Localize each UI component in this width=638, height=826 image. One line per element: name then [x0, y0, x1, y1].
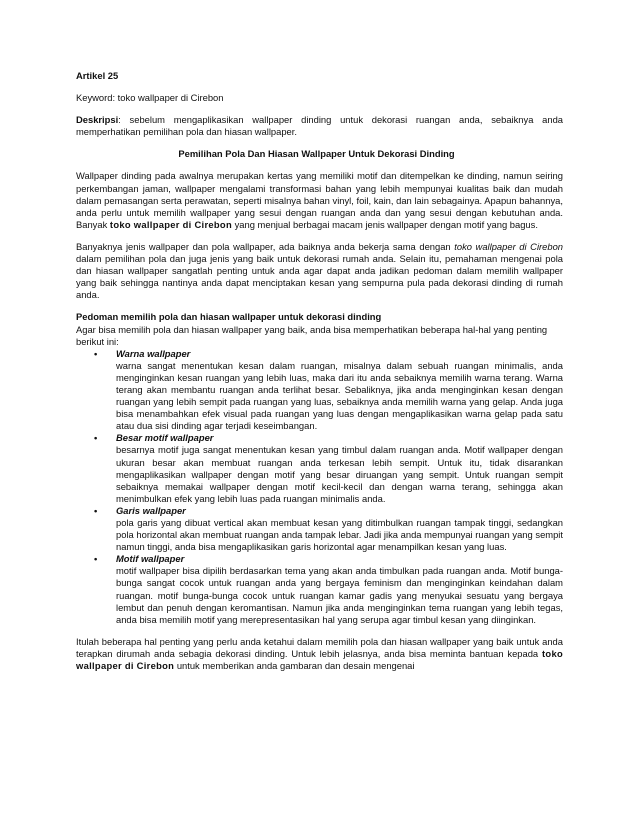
keyword-link-3: toko wallpaper di Cirebon [76, 647, 563, 672]
description-paragraph [76, 114, 563, 138]
list-item-text: pola garis yang dibuat vertical akan membuat kesan yang ditimbulkan ruangan tampak tinggi, sedangkan pola horizontal akan membuat ruangan anda tampak lebar. Jadi jika anda mempunyai ruangan yang sempit namun tinggi, anda bisa mengaplikasikan garis horizontal agar menampilkan kesan yang luas. [116, 517, 563, 553]
article-label: Artikel 25 [76, 70, 119, 81]
section-heading: Pedoman memilih pola dan hiasan wallpaper untuk dekorasi dinding [76, 311, 382, 323]
list-item-text: warna sangat menentukan kesan dalam ruangan, misalnya dalam sebuah ruangan minimalis, anda menginginkan kesan ruangan yang lebih luas, maka dari itu anda sebaiknya memilih warna terang. Warna terang akan membantu ruangan anda terlihat besar. Sebaliknya, jika anda menginginkan kesan dengan ruangan yang lebih sempit pada ruangan yang luas, sebaiknya anda memilih warna yang gelap. Anda juga bisa menambahkan efek visual pada ruangan yang luas dengan mengaplikasikan warna gelap pada satu atau dua sisi dinding agar terjadi keseimbangan. [116, 359, 563, 432]
description-label: Deskripsi [76, 114, 119, 126]
list-item-text: besarnya motif juga sangat menentukan kesan yang timbul dalam ruangan anda. Motif wallpaper dengan ukuran besar akan membuat ruangan anda terkesan lebih sempit. Untuk itu, tidak disarankan mengaplikasikan wallpaper dengan motif yang besar diruangan yang sempit. Untuk ruangan sempit sebaiknya memakai wallpaper dengan motif kecil-kecil dan dengan warna terang, sehingga akan menimbulkan efek yang lebih luas pada ruangan minimalis anda. [116, 444, 563, 504]
paragraph-2: Banyaknya jenis wallpaper dan pola wallpaper, ada baiknya anda bekerja sama dengan toko wallpaper di Cirebon dalam pemilihan pola dan juga jenis yang baik untuk dekorasi rumah anda. Selain itu, pemahaman mengenai pola dan hiasan wallpaper sangatlah penting untuk anda agar dapat anda jadikan pedoman dalam memilih wallpaper yang baik sehingga nantinya anda dapat menciptakan kesan yang sempurna pula pada dekorasi dinding di rumah anda. [76, 240, 563, 301]
list-item-title: Motif wallpaper [116, 553, 185, 565]
section-intro: Agar bisa memilih pola dan hiasan wallpaper yang baik, anda bisa memperhatikan beberapa hal-hal yang penting berikut ini: [76, 323, 548, 347]
bullet-icon: • [94, 432, 98, 444]
article-title: Pemilihan Pola Dan Hiasan Wallpaper Untuk Dekorasi Dinding [178, 148, 455, 160]
keyword-italic-2: toko wallpaper di Cirebon [454, 240, 563, 252]
list-item [76, 348, 563, 433]
list-item [76, 505, 563, 553]
keyword-link-1: toko wallpaper di Cirebon [109, 218, 232, 230]
bullet-icon: • [94, 504, 98, 516]
paragraph-1: Wallpaper dinding pada awalnya merupakan kertas yang memiliki motif dan ditempelkan ke dinding, namun seiring perkembangan jaman, wallpaper mengalami transformasi bahan yang lebih mempunyai kualitas baik dan mudah dalam pemasangan serta perawatan, seperti misalnya bahan vinyl, foil, kain, dan lain sebagainya. Apapun bahannya, anda perlu untuk memilih wallpaper yang sesui dengan ruangan anda dan yang sesui dengan kebutuhan anda. Banyak toko wallpaper di Cirebon yang menjual berbagai macam jenis wallpaper dengan motif yang bagus. [76, 170, 563, 230]
bullet-icon: • [94, 553, 98, 565]
paragraph-3: Itulah beberapa hal penting yang perlu anda ketahui dalam memilih pola dan hiasan wallpaper yang baik untuk anda terapkan dirumah anda sebagia dekorasi dinding. Untuk lebih jelasnya, anda bisa meminta bantuan kepada toko wallpaper di Cirebon untuk memberikan anda gambaran dan desain mengenai [76, 635, 563, 672]
list-item-text: motif wallpaper bisa dipilih berdasarkan tema yang akan anda timbulkan pada ruangan anda. Motif bunga-bunga sangat cocok untuk ruangan anda yang bergaya feminism dan menginginkan keindahan dalam ruangan. motif bunga-bunga cocok untuk ruangan kamar gadis yang menyukai sesuatu yang bergaya lembut dan penuh dengan keromantisan. Namun jika anda menginginkan tema ruangan yang lebih tegas, anda bisa memilih motif yang merepresentasikan hal yang serupa agar timbul kesan yang diinginkan. [116, 565, 563, 625]
guideline-list [76, 348, 563, 626]
document-page [76, 70, 563, 672]
keyword-line: Keyword: toko wallpaper di Cirebon [76, 92, 224, 104]
description-text: : sebelum mengaplikasikan wallpaper dinding untuk dekorasi ruangan anda, sebaiknya anda memperhatikan pemilihan pola dan hiasan wallpaper. [76, 114, 563, 138]
list-item [76, 553, 563, 626]
list-item-title: Besar motif wallpaper [116, 432, 214, 444]
list-item-title: Garis wallpaper [116, 504, 186, 516]
list-item [76, 432, 563, 505]
list-item-title: Warna wallpaper [116, 347, 191, 359]
bullet-icon: • [94, 347, 98, 359]
